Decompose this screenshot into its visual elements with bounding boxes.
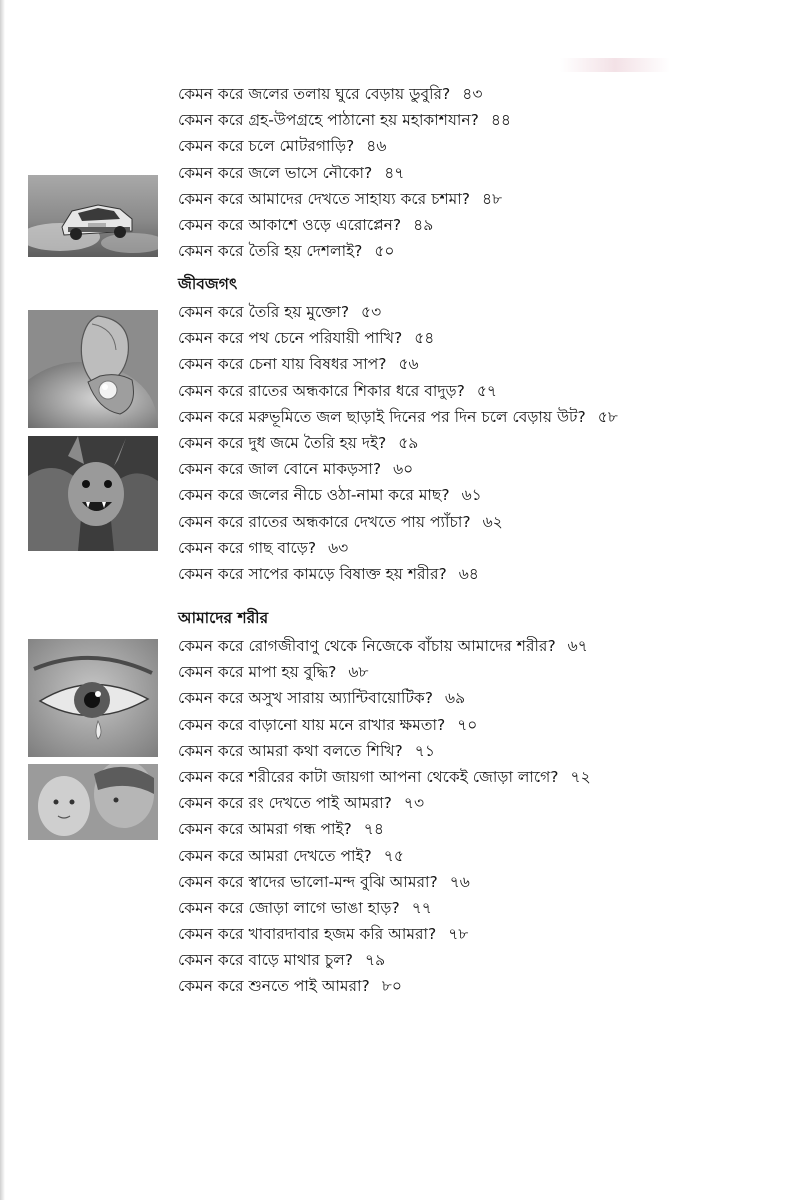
contents-entry (178, 299, 788, 325)
contents-entry (178, 482, 788, 508)
page-number: ৬৮ (348, 663, 369, 682)
contents-entry (178, 790, 788, 816)
entry-title: কেমন করে আমরা গন্ধ পাই? (178, 820, 352, 839)
contents-entry (178, 456, 788, 482)
page-number: ৬২ (482, 512, 503, 531)
entry-title: কেমন করে তৈরি হয় দেশলাই? (178, 242, 363, 261)
contents-entry (178, 685, 788, 711)
page-number: ৪৪ (490, 111, 511, 130)
contents-entry (178, 378, 788, 404)
contents-entry (178, 186, 788, 212)
print-tint (560, 58, 670, 72)
page-number: ৭৮ (448, 925, 469, 944)
contents-entry (178, 973, 788, 999)
entry-title: কেমন করে তৈরি হয় মুক্তো? (178, 303, 350, 321)
eye-tear-photo (28, 639, 158, 757)
contents-entry (178, 738, 788, 764)
entry-title: কেমন করে জাল বোনে মাকড়সা? (178, 460, 382, 479)
page-number: ৭৭ (411, 898, 432, 917)
page-number: ৫৭ (476, 381, 497, 400)
entry-title: কেমন করে অসুখ সারায় অ্যান্টিবায়োটিক? (178, 689, 433, 708)
page-number: ৭৯ (365, 951, 386, 970)
entry-title: কেমন করে জলের নীচে ওঠা-নামা করে মাছ? (178, 486, 450, 505)
contents-entry (178, 535, 788, 561)
page-number: ৪৩ (462, 85, 483, 103)
entry-title: কেমন করে আমরা কথা বলতে শিখি? (178, 741, 403, 760)
page-number: ৪৭ (384, 163, 405, 182)
entry-title: কেমন করে পথ চেনে পরিযায়ী পাখি? (178, 329, 403, 348)
page-number: ৫৯ (398, 433, 419, 452)
page-number: ৫৬ (398, 355, 419, 374)
page-number: ৫৮ (597, 407, 618, 426)
page-number: ৪৬ (366, 137, 387, 156)
contents-entry (178, 869, 788, 895)
page-number: ৭২ (570, 767, 591, 786)
pearl-oyster-photo (28, 310, 158, 428)
entry-title: কেমন করে সাপের কামড়ে বিষাক্ত হয় শরীর? (178, 564, 447, 583)
contents-entry (178, 561, 788, 587)
page-number: ৭১ (414, 741, 435, 760)
contents-entry (178, 921, 788, 947)
contents-entry (178, 430, 788, 456)
section-heading: আমাদের শরীর (178, 609, 269, 627)
contents-entry (178, 843, 788, 869)
rally-car-photo (28, 175, 158, 257)
page-number: ৫৪ (414, 329, 435, 348)
entry-title: কেমন করে রোগজীবাণু থেকে নিজেকে বাঁচায় আমাদের শরীর? (178, 637, 556, 655)
entry-title: কেমন করে রং দেখতে পাই আমরা? (178, 794, 392, 813)
contents-entry (178, 160, 788, 186)
entry-list (178, 81, 788, 264)
entry-title: কেমন করে খাবারদাবার হজম করি আমরা? (178, 925, 437, 944)
page-number: ৭৪ (363, 820, 384, 839)
contents-entry (178, 895, 788, 921)
contents-entry (178, 947, 788, 973)
entry-title: কেমন করে শুনতে পাই আমরা? (178, 977, 370, 996)
entry-title: কেমন করে গ্রহ-উপগ্রহে পাঠানো হয় মহাকাশযান? (178, 111, 479, 130)
section-heading: জীবজগৎ (178, 275, 238, 293)
entry-title: কেমন করে বাড়ানো যায় মনে রাখার ক্ষমতা? (178, 715, 446, 734)
entry-title: কেমন করে মাপা হয় বুদ্ধি? (178, 663, 337, 682)
contents-entry (178, 764, 788, 790)
contents-entry (178, 404, 788, 430)
contents-entry (178, 509, 788, 535)
contents-entry (178, 133, 788, 159)
entry-title: কেমন করে চেনা যায় বিষধর সাপ? (178, 355, 387, 374)
entry-title: কেমন করে আমাদের দেখতে সাহায্য করে চশমা? (178, 189, 470, 208)
entry-title: কেমন করে রাতের অন্ধকারে দেখতে পায় প্যাঁচা? (178, 512, 471, 531)
page-number: ৭৩ (403, 794, 425, 813)
page-number: ৪৮ (481, 189, 503, 208)
entry-title: কেমন করে চলে মোটরগাড়ি? (178, 137, 355, 156)
entry-title: কেমন করে মরুভূমিতে জল ছাড়াই দিনের পর দিন চলে বেড়ায় উট? (178, 407, 586, 426)
page-number: ৪৯ (413, 215, 434, 234)
bat-photo (28, 436, 158, 551)
entry-title: কেমন করে আমরা দেখতে পাই? (178, 846, 372, 865)
entry-list (178, 299, 788, 587)
page-number: ৬৭ (567, 637, 588, 655)
entry-title: কেমন করে বাড়ে মাথার চুল? (178, 951, 354, 970)
contents-entry (178, 351, 788, 377)
page-number: ৬৯ (445, 689, 466, 708)
page-number: ৭৫ (383, 846, 404, 865)
entry-title: কেমন করে গাছ বাড়ে? (178, 538, 317, 557)
page-number: ৫৩ (361, 303, 382, 321)
page-number: ৮০ (381, 977, 402, 996)
contents-entry (178, 81, 788, 107)
entry-title: কেমন করে স্বাদের ভালো-মন্দ বুঝি আমরা? (178, 872, 438, 891)
contents-section-machines (178, 81, 788, 264)
page-number: ৫০ (374, 242, 395, 261)
entry-title: কেমন করে জলে ভাসে নৌকো? (178, 163, 373, 182)
contents-section-living-world (178, 271, 788, 587)
contents-entry (178, 659, 788, 685)
contents-entry (178, 325, 788, 351)
entry-title: কেমন করে রাতের অন্ধকারে শিকার ধরে বাদুড়? (178, 381, 465, 400)
contents-entry (178, 238, 788, 264)
page-number: ৬৩ (328, 538, 349, 557)
entry-title: কেমন করে দুধ জমে তৈরি হয় দই? (178, 433, 387, 452)
contents-entry (178, 212, 788, 238)
page-number: ৬০ (393, 460, 414, 479)
entry-title: কেমন করে আকাশে ওড়ে এরোপ্লেন? (178, 215, 402, 234)
entry-list (178, 633, 788, 1000)
contents-section-our-body (178, 605, 788, 1000)
page-number: ৬১ (461, 486, 482, 505)
entry-title: কেমন করে জোড়া লাগে ভাঙা হাড়? (178, 898, 400, 917)
mother-child-photo (28, 764, 158, 840)
entry-title: কেমন করে জলের তলায় ঘুরে বেড়ায় ডুবুরি? (178, 85, 451, 103)
contents-entry (178, 107, 788, 133)
entry-title: কেমন করে শরীরের কাটা জায়গা আপনা থেকেই জোড়া লাগে? (178, 767, 559, 786)
page-edge-shadow (0, 0, 5, 1200)
page-number: ৭০ (457, 715, 478, 734)
page-number: ৬৪ (458, 564, 479, 583)
contents-entry (178, 816, 788, 842)
contents-entry (178, 712, 788, 738)
page-number: ৭৬ (449, 872, 470, 891)
contents-entry (178, 633, 788, 659)
